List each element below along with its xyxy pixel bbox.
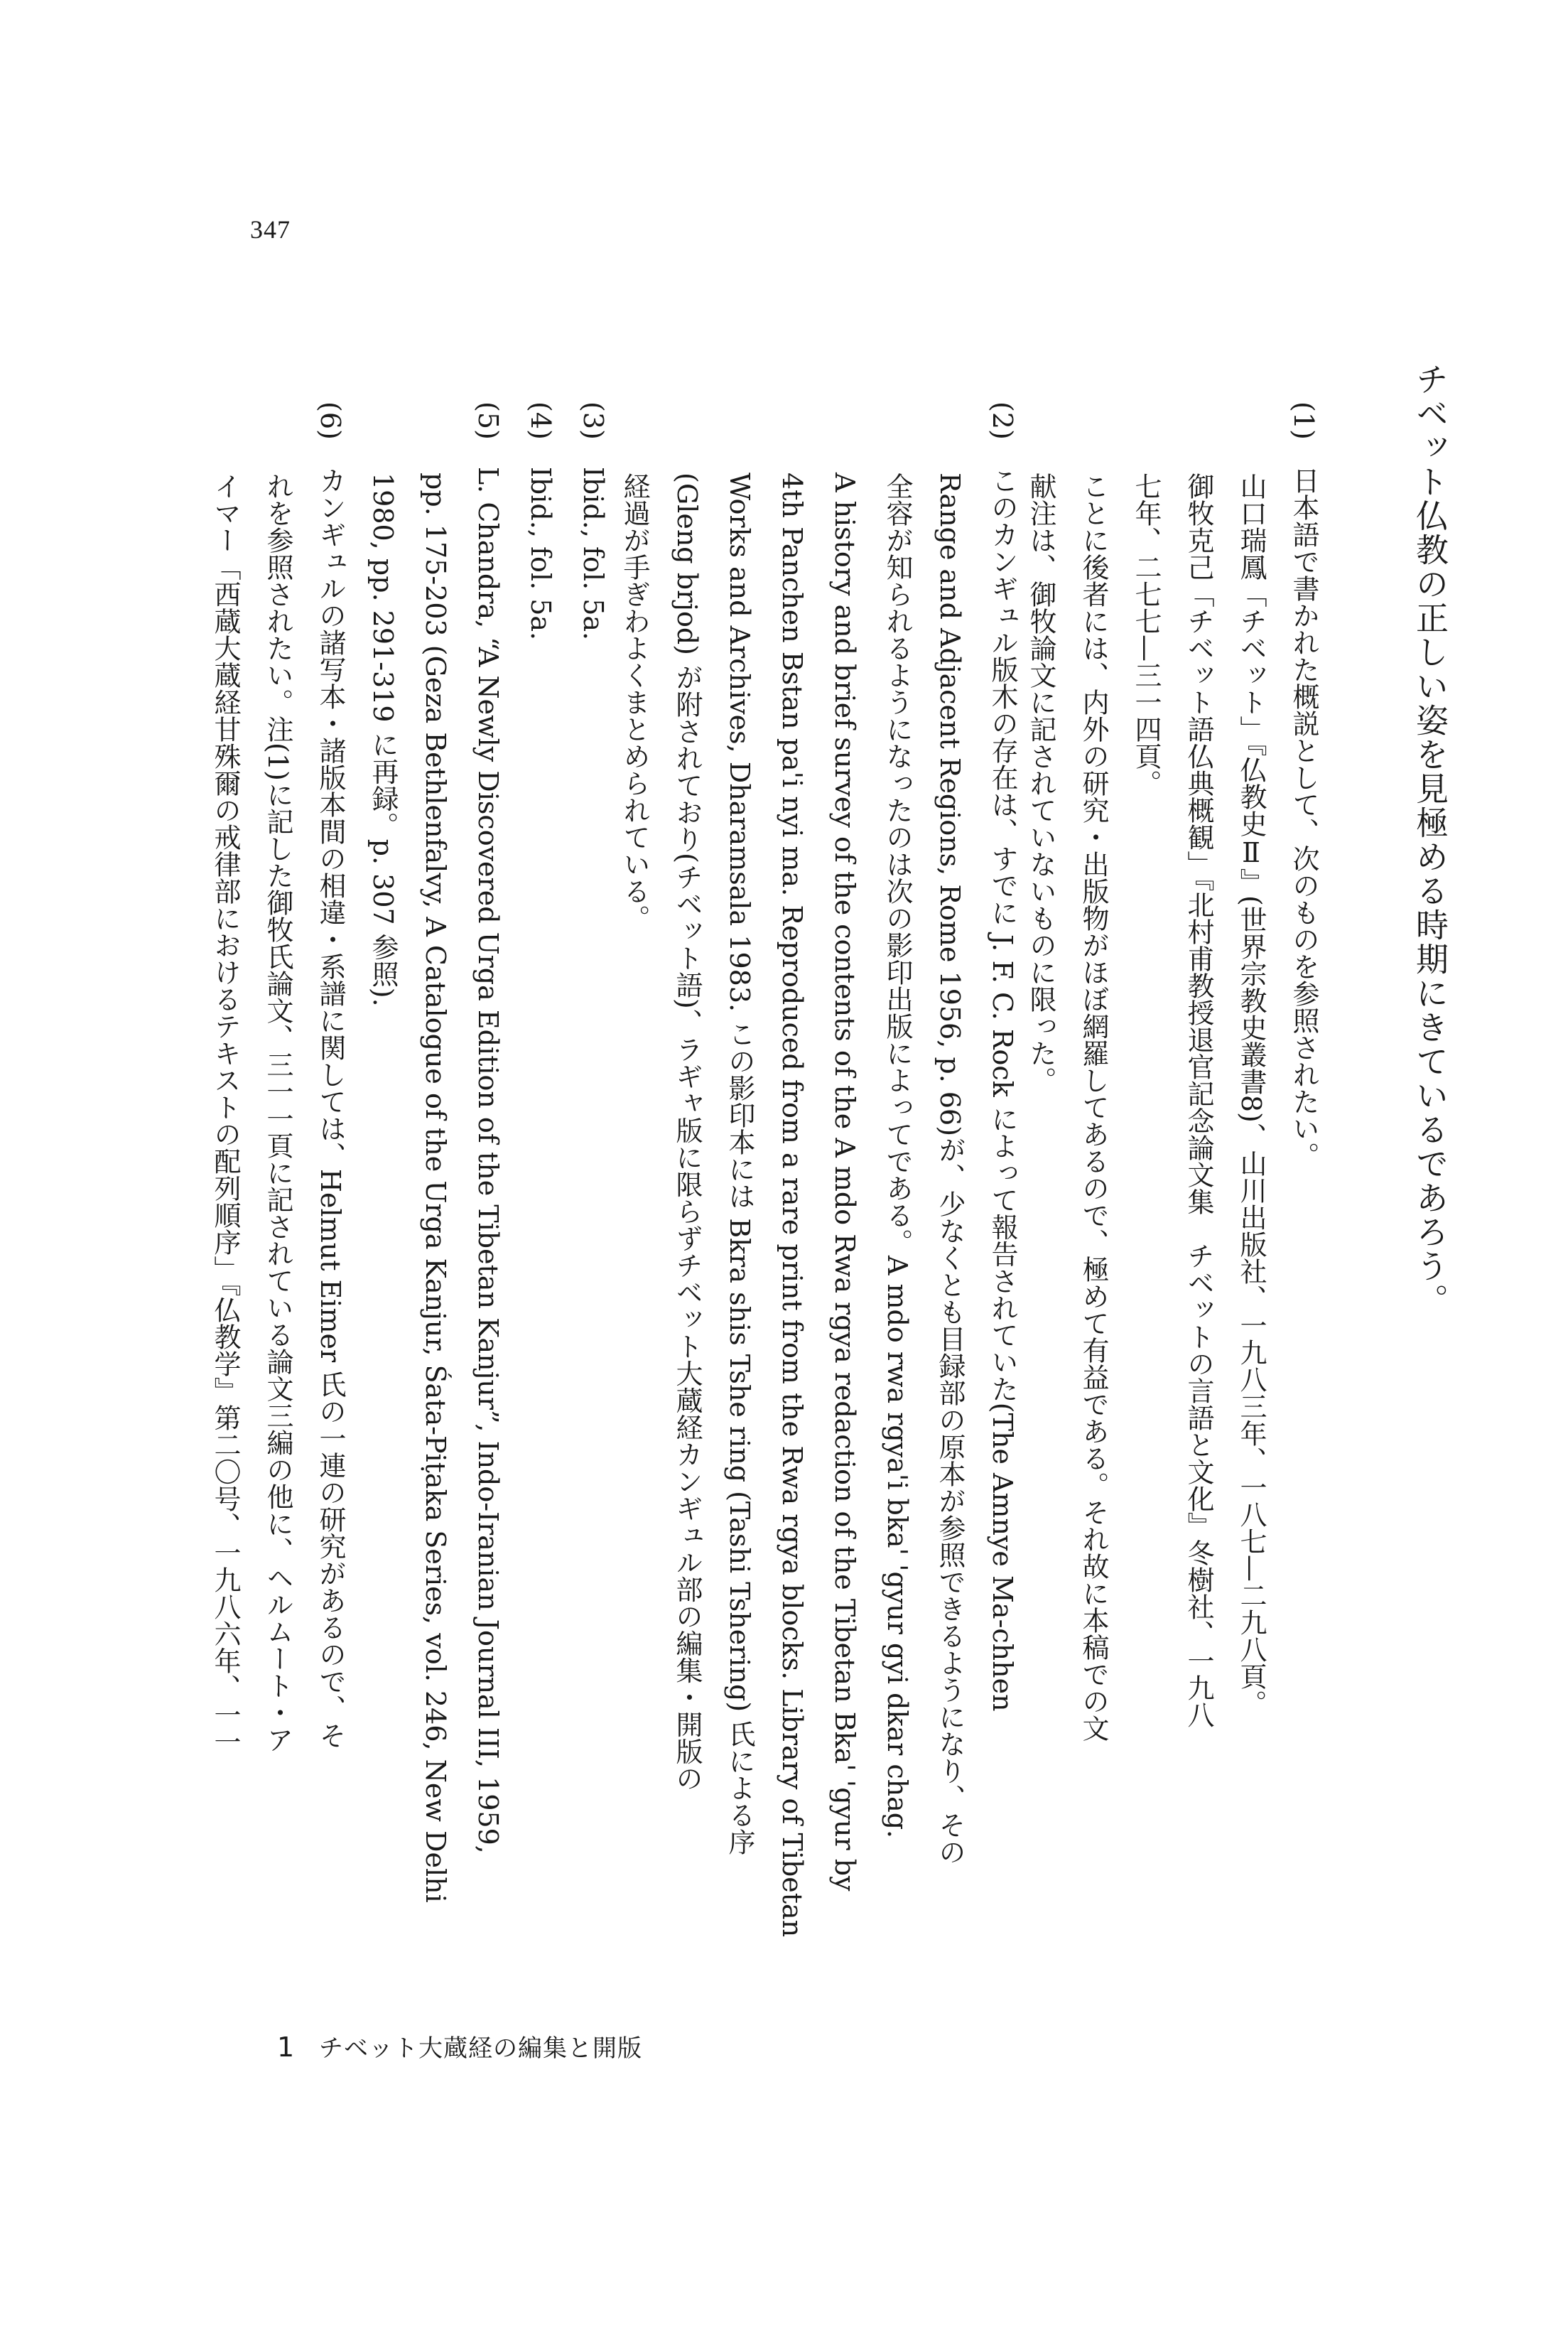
note-marker: (1) bbox=[1288, 401, 1319, 440]
note-text: カンギュルの諸写本・諸版本間の相違・系譜に関しては、Helmut Eimer 氏の一連の研究があるので、そ bbox=[315, 466, 346, 1749]
note-marker: (3) bbox=[578, 401, 609, 440]
note-text: 日本語で書かれた概説として、次のものを参照されたい。 bbox=[1288, 466, 1319, 1169]
note-text: L. Chandra, “A Newly Discovered Urga Edition of the Tibetan Kanjur”, Indo-Iranian Journal III, 1959, bbox=[472, 466, 504, 1854]
note-2-line-1 bbox=[989, 401, 1016, 1712]
note-4 bbox=[527, 401, 554, 640]
note-text: Ibid., fol. 5a. bbox=[578, 466, 609, 641]
note-1-line-2: 山口瑞鳳「チベット」『仏教史Ⅱ』(世界宗教史叢書8)、山川出版社、一九八三年、一八七—二九八頁。 bbox=[1236, 473, 1267, 1717]
note-marker: (4) bbox=[525, 401, 556, 440]
note-6-line-3: イマー「西蔵大蔵経甘殊爾の戒律部におけるテキストの配列順序」『仏教学』第二〇号、一九八六年、一一 bbox=[210, 473, 241, 1755]
note-5-line-3: 1980, pp. 291-319 に再録。p. 307 参照). bbox=[367, 473, 399, 1007]
page-number: 347 bbox=[250, 215, 291, 244]
chapter-title: チベット大蔵経の編集と開版 bbox=[319, 2034, 642, 2063]
note-2-line-7: (Gleng brjod) が附されており(チベット語)、ラギャ版に限らずチベット大蔵経カンギュル部の編集・開版の bbox=[671, 473, 703, 1792]
note-2-line-4: A history and brief survey of the contents of the A mdo Rwa rgya redaction of the Tibetan Bka' 'gyur by bbox=[829, 473, 860, 1892]
note-marker: (2) bbox=[987, 401, 1018, 440]
note-1-line-5: ことに後者には、内外の研究・出版物がほぼ網羅してあるので、極めて有益である。それ故に本稿での文 bbox=[1078, 473, 1109, 1742]
note-marker: (5) bbox=[472, 401, 504, 440]
note-3 bbox=[580, 401, 607, 640]
note-1-line-6: 献注は、御牧論文に記されていないものに限った。 bbox=[1025, 473, 1056, 1094]
running-footer bbox=[277, 2029, 642, 2064]
note-2-line-6: Works and Archives, Dharamsala 1983. この影印本には Bkra shis Tshe ring (Tashi Tshering) 氏による序 bbox=[724, 473, 755, 1856]
note-2-line-2: Range and Adjacent Regions, Rome 1956, p. 66)が、少なくとも目録部の原本が参照できるようになり、その bbox=[934, 473, 966, 1866]
note-2-line-3: 全容が知られるようになったのは次の影印出版によってである。A mdo rwa rgya'i bka' 'gyur gyi dkar chag. bbox=[882, 473, 913, 1839]
note-1-line-1 bbox=[1290, 401, 1317, 1169]
note-1-line-4: 七年、二七七—三一四頁。 bbox=[1130, 473, 1162, 797]
note-5-line-1 bbox=[472, 401, 504, 1854]
note-5-line-2: pp. 175-203 (Geza Bethlenfalvy, A Catalogue of the Urga Kanjur, Śata-Piṭaka Series, vol. 246, New Delhi bbox=[420, 473, 451, 1903]
chapter-number: 1 bbox=[277, 2032, 296, 2063]
note-1-line-3: 御牧克己「チベット語仏典概観」『北村甫教授退官記念論文集 チベットの言語と文化』冬樹社、一九八 bbox=[1183, 473, 1214, 1728]
note-marker: (6) bbox=[315, 401, 346, 440]
body-text-line: チベット仏教の正しい姿を見極める時期にきているであろう。 bbox=[1411, 362, 1449, 1317]
note-text: Ibid., fol. 5a. bbox=[525, 466, 556, 641]
note-6-line-1 bbox=[317, 401, 344, 1749]
note-2-line-5: 4th Panchen Bstan pa'i nyi ma. Reproduced from a rare print from the Rwa rgya blocks. Library of Tibetan bbox=[777, 473, 808, 1938]
note-6-line-2: れを参照されたい。注(1)に記した御牧氏論文、三一一頁に記されている論文三編の他に、ヘルムート・ア bbox=[262, 473, 293, 1753]
note-text: このカンギュル版木の存在は、すでに J. F. C. Rock によって報告されていた(The Amnye Ma-chhen bbox=[987, 466, 1018, 1712]
note-2-line-8: 経過が手ぎわよくまとめられている。 bbox=[619, 473, 650, 932]
